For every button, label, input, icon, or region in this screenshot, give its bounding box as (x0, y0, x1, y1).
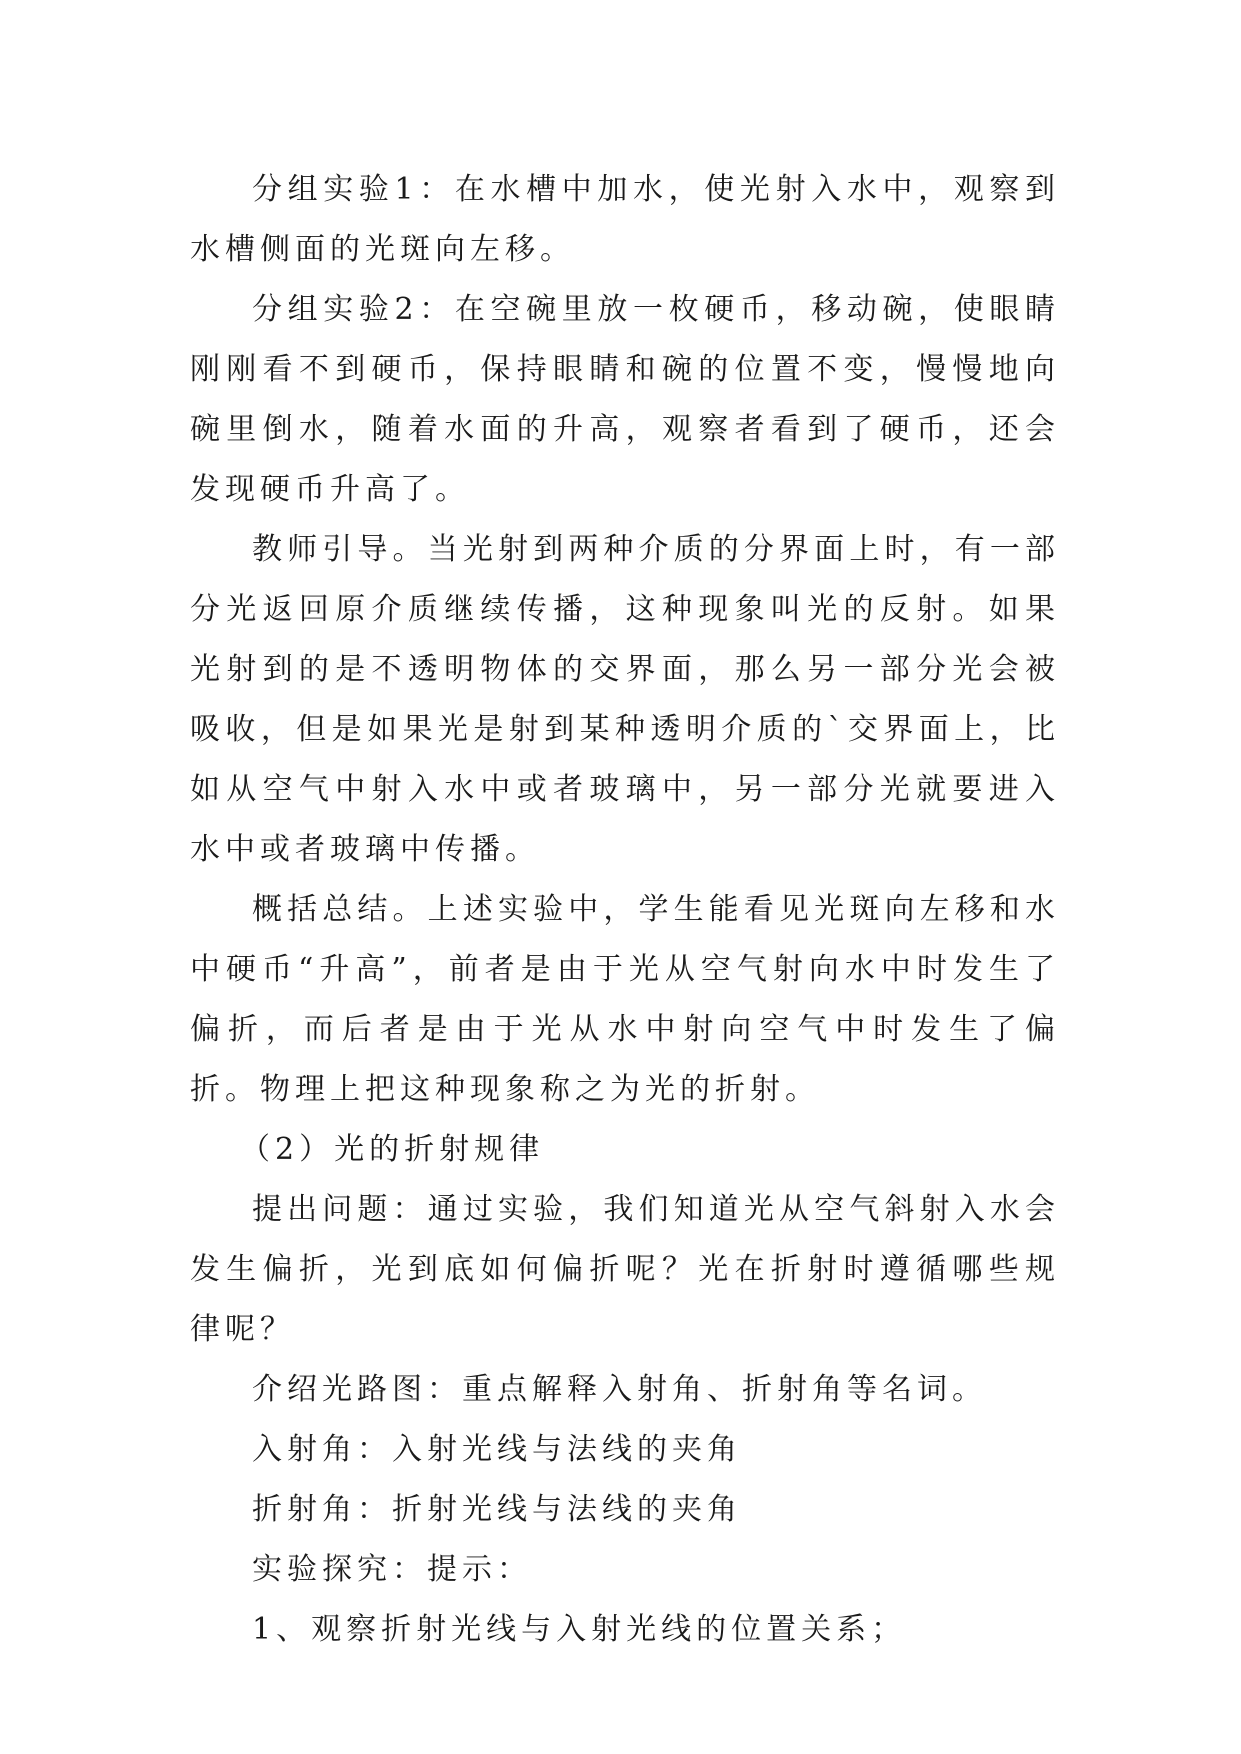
paragraph-incidence-angle: 入射角：入射光线与法线的夹角 (252, 1432, 742, 1467)
paragraph-refraction-angle: 折射角：折射光线与法线的夹角 (252, 1492, 742, 1527)
paragraph-experiment-hint: 实验探究：提示： (252, 1552, 532, 1587)
section-heading-refraction-law: （2）光的折射规律 (240, 1132, 545, 1167)
paragraph-group-experiment-2: 分组实验2：在空碗里放一枚硬币，移动碗，使眼睛刚刚看不到硬币，保持眼睛和碗的位置不变，慢慢地向碗里倒水，随着水面的升高，观察者看到了硬币，还会发现硬币升高了。 (190, 292, 1060, 507)
paragraph-summary: 概括总结。上述实验中，学生能看见光斑向左移和水中硬币“升高”，前者是由于光从空气射向水中时发生了偏折，而后者是由于光从水中射向空气中时发生了偏折。物理上把这种现象称之为光的折射。 (190, 892, 1060, 1107)
document-body (190, 160, 1060, 1660)
paragraph-question: 提出问题：通过实验，我们知道光从空气斜射入水会发生偏折，光到底如何偏折呢？光在折射时遵循哪些规律呢？ (190, 1192, 1060, 1347)
paragraph-group-experiment-1: 分组实验1：在水槽中加水，使光射入水中，观察到水槽侧面的光斑向左移。 (190, 172, 1060, 267)
paragraph-hint-item-1: 1、观察折射光线与入射光线的位置关系； (252, 1612, 907, 1647)
paragraph-teacher-guidance: 教师引导。当光射到两种介质的分界面上时，有一部分光返回原介质继续传播，这种现象叫光的反射。如果光射到的是不透明物体的交界面，那么另一部分光会被吸收，但是如果光是射到某种透明介质的`交界面上，比如从空气中射入水中或者玻璃中，另一部分光就要进入水中或者玻璃中传播。 (190, 532, 1060, 867)
paragraph-light-path-intro: 介绍光路图：重点解释入射角、折射角等名词。 (252, 1372, 987, 1407)
